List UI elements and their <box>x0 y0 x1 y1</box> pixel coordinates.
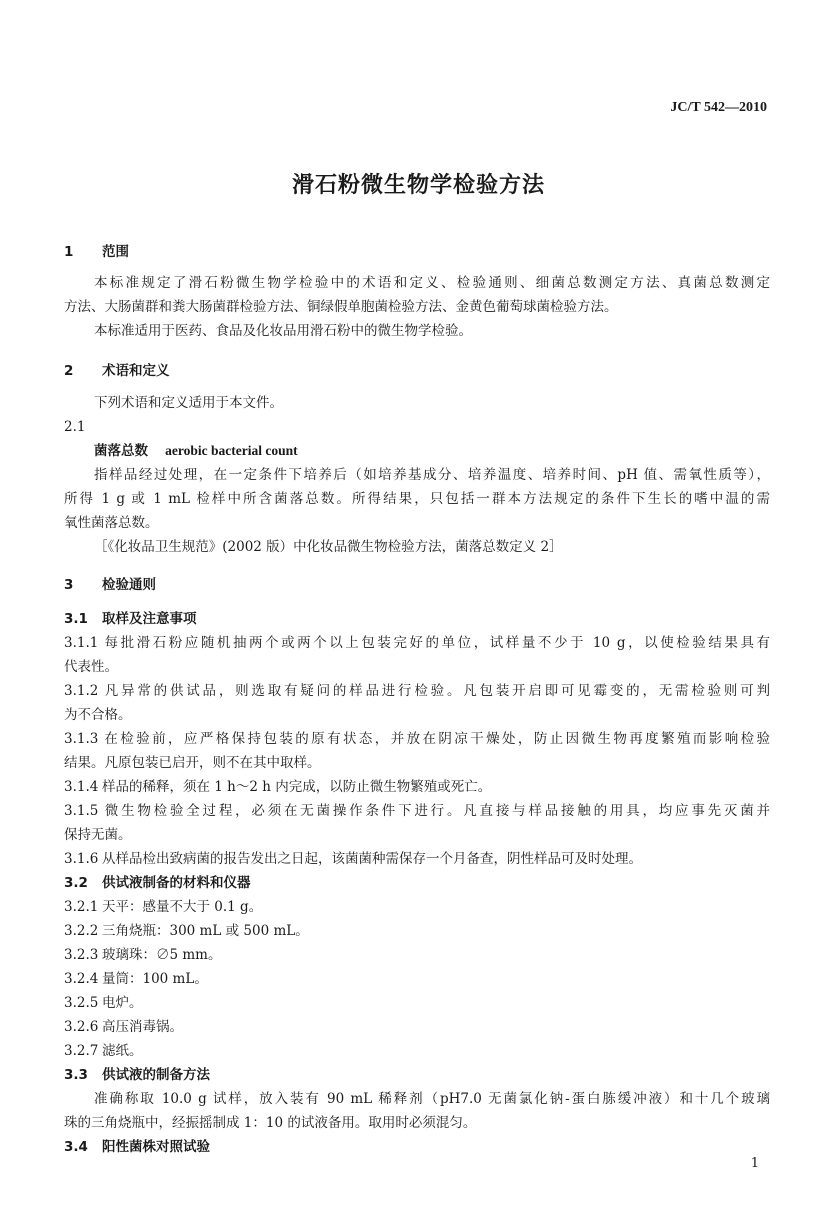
clause-3-1-3-line-1: 3.1.3 在检验前，应严格保持包装的原有状态，并放在阴凉干燥处，防止因微生物再度繁殖而影响检验 <box>64 731 770 747</box>
standard-code: JC/T 542—2010 <box>670 100 767 115</box>
subsection-3-3-heading: 3.3 供试液的制备方法 <box>64 1067 210 1083</box>
clause-3-1-5-line-1: 3.1.5 微生物检验全过程，必须在无菌操作条件下进行。凡直接与样品接触的用具，均应事先灭菌并 <box>64 803 770 819</box>
term-number: 2.1 <box>64 419 86 435</box>
clause-3-2-1: 3.2.1 天平：感量不大于 0.1 g。 <box>64 899 263 915</box>
clause-3-2-5: 3.2.5 电炉。 <box>64 995 143 1011</box>
section-2-intro: 下列术语和定义适用于本文件。 <box>94 395 283 411</box>
clause-3-2-7: 3.2.7 滤纸。 <box>64 1043 143 1059</box>
clause-3-1-6: 3.1.6 从样品检出致病菌的报告发出之日起，该菌菌种需保存一个月备查，阴性样品可及时处理。 <box>64 851 642 867</box>
subsection-3-3-paragraph-line-1: 准确称取 10.0 g 试样，放入装有 90 mL 稀释剂（pH7.0 无菌氯化钠-蛋白胨缓冲液）和十几个玻璃 <box>94 1091 770 1107</box>
subsection-3-4-heading: 3.4 阳性菌株对照试验 <box>64 1139 210 1155</box>
section-1-paragraph-2: 本标准适用于医药、食品及化妆品用滑石粉中的微生物学检验。 <box>94 323 472 339</box>
page-number: 1 <box>750 1156 759 1171</box>
clause-3-1-2-line-2: 为不合格。 <box>64 707 132 723</box>
term-definition-line-2: 所得 1 g 或 1 mL 检样中所含菌落总数。所得结果，只包括一群本方法规定的条件下生长的嗜中温的需 <box>64 491 770 507</box>
term-definition-line-3: 氧性菌落总数。 <box>64 515 159 531</box>
section-1-paragraph-1-line-2: 方法、大肠菌群和粪大肠菌群检验方法、铜绿假单胞菌检验方法、金黄色葡萄球菌检验方法。 <box>64 299 618 315</box>
term-source: ［《化妆品卫生规范》(2002 版）中化妆品微生物检验方法，菌落总数定义 2］ <box>94 539 563 555</box>
clause-3-2-3: 3.2.3 玻璃珠：∅5 mm。 <box>64 947 222 963</box>
clause-3-2-2: 3.2.2 三角烧瓶：300 mL 或 500 mL。 <box>64 923 309 939</box>
clause-3-1-5-line-2: 保持无菌。 <box>64 827 132 843</box>
subsection-3-2-heading: 3.2 供试液制备的材料和仪器 <box>64 875 251 891</box>
section-2-heading: 2 术语和定义 <box>64 363 170 379</box>
subsection-3-3-paragraph-line-2: 珠的三角烧瓶中，经振摇制成 1：10 的试液备用。取用时必须混匀。 <box>64 1115 477 1131</box>
section-1-paragraph-1-line-1: 本标准规定了滑石粉微生物学检验中的术语和定义、检验通则、细菌总数测定方法、真菌总数测定 <box>94 275 770 291</box>
section-1-heading: 1 范围 <box>64 244 129 260</box>
clause-3-1-3-line-2: 结果。凡原包装已启开，则不在其中取样。 <box>64 755 321 771</box>
clause-3-2-6: 3.2.6 高压消毒锅。 <box>64 1019 183 1035</box>
subsection-3-1-heading: 3.1 取样及注意事项 <box>64 611 197 627</box>
term-heading: 菌落总数 aerobic bacterial count <box>94 443 298 459</box>
clause-3-1-4: 3.1.4 样品的稀释，须在 1 h～2 h 内完成，以防止微生物繁殖或死亡。 <box>64 779 492 795</box>
clause-3-1-1-line-2: 代表性。 <box>64 659 118 675</box>
term-definition-line-1: 指样品经过处理，在一定条件下培养后（如培养基成分、培养温度、培养时间、pH 值、需氧性质等）， <box>94 467 770 483</box>
section-3-heading: 3 检验通则 <box>64 577 156 593</box>
document-title: 滑石粉微生物学检验方法 <box>291 173 545 198</box>
clause-3-1-1-line-1: 3.1.1 每批滑石粉应随机抽两个或两个以上包装完好的单位，试样量不少于 10 g，以使检验结果具有 <box>64 635 770 651</box>
clause-3-1-2-line-1: 3.1.2 凡异常的供试品，则选取有疑问的样品进行检验。凡包装开启即可见霉变的，无需检验则可判 <box>64 683 770 699</box>
clause-3-2-4: 3.2.4 量筒：100 mL。 <box>64 971 208 987</box>
